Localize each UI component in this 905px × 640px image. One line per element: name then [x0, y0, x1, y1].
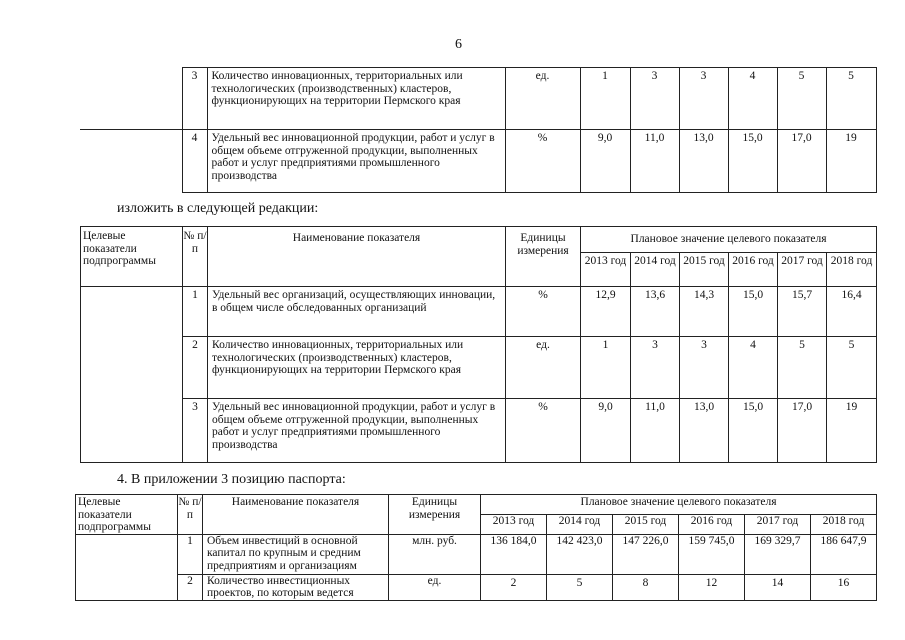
value-2017: 5	[778, 337, 827, 399]
value-2016: 12	[679, 574, 745, 600]
year-2017: 2017 год	[778, 253, 827, 287]
value-2013: 1	[580, 68, 630, 130]
value-2013: 12,9	[581, 287, 631, 337]
table-passport-position	[75, 494, 877, 601]
page-number: 6	[455, 37, 462, 52]
header-row	[76, 495, 877, 515]
value-2018: 186 647,9	[811, 534, 877, 574]
value-2018: 16,4	[827, 287, 877, 337]
year-2013: 2013 год	[581, 253, 631, 287]
section-heading: изложить в следующей редакции:	[117, 201, 319, 216]
value-2018: 16	[811, 574, 877, 600]
value-2013: 9,0	[581, 399, 631, 463]
indicator-name: Количество инвестиционных проектов, по которым ведется	[203, 574, 389, 600]
row-number: 2	[178, 574, 203, 600]
value-2017: 15,7	[778, 287, 827, 337]
value-2017: 5	[777, 68, 826, 130]
value-2015: 3	[679, 68, 728, 130]
value-2016: 15,0	[729, 399, 778, 463]
value-2017: 14	[745, 574, 811, 600]
table-row	[80, 130, 876, 193]
value-2018: 5	[826, 68, 876, 130]
year-2016: 2016 год	[679, 515, 745, 534]
value-2016: 4	[729, 337, 778, 399]
indicator-name: Объем инвестиций в основной капитал по крупным и средним предприятиям и организациям	[203, 534, 389, 574]
value-2015: 147 226,0	[613, 534, 679, 574]
value-2015: 14,3	[680, 287, 729, 337]
table-old-indicators	[80, 67, 877, 193]
table-row	[81, 337, 877, 399]
header-name: Наименование показателя	[208, 227, 506, 287]
value-2014: 142 423,0	[547, 534, 613, 574]
value-2013: 136 184,0	[481, 534, 547, 574]
indicator-name: Удельный вес организаций, осуществляющих инновации, в общем числе обследованных организаций	[208, 287, 506, 337]
indicator-name: Количество инновационных, территориальных или технологических (производственных) кластеров, функционирующих на территории Пермского края	[207, 68, 505, 130]
year-2015: 2015 год	[680, 253, 729, 287]
row-number: 1	[178, 534, 203, 574]
header-name: Наименование показателя	[203, 495, 389, 535]
table-row	[81, 399, 877, 463]
header-plan: Плановое значение целевого показателя	[581, 227, 877, 253]
year-2018: 2018 год	[827, 253, 877, 287]
value-2016: 159 745,0	[679, 534, 745, 574]
value-2016: 4	[728, 68, 777, 130]
value-2014: 11,0	[631, 399, 680, 463]
header-number: № п/п	[178, 495, 203, 535]
unit: млн. руб.	[389, 534, 481, 574]
header-target: Целевые показатели подпрограммы	[76, 495, 178, 535]
value-2018: 5	[827, 337, 877, 399]
indicator-name: Удельный вес инновационной продукции, работ и услуг в общем объеме отгруженной продукции, выполненных работ и услуг предприятиями промышленного производства	[208, 399, 506, 463]
row-number: 3	[183, 399, 208, 463]
year-2018: 2018 год	[811, 515, 877, 534]
unit: %	[506, 399, 581, 463]
table-new-indicators	[80, 226, 877, 463]
year-2014: 2014 год	[631, 253, 680, 287]
table-row	[80, 68, 876, 130]
unit: ед.	[505, 68, 580, 130]
year-2013: 2013 год	[481, 515, 547, 534]
year-2015: 2015 год	[613, 515, 679, 534]
value-2013: 1	[581, 337, 631, 399]
header-row	[81, 227, 877, 253]
row-number: 2	[183, 337, 208, 399]
table-row	[76, 574, 877, 600]
row-number: 1	[183, 287, 208, 337]
section-heading: 4. В приложении 3 позицию паспорта:	[117, 472, 346, 487]
row-number: 4	[182, 130, 207, 193]
year-2017: 2017 год	[745, 515, 811, 534]
value-2015: 3	[680, 337, 729, 399]
table-row	[81, 287, 877, 337]
value-2018: 19	[827, 399, 877, 463]
value-2016: 15,0	[728, 130, 777, 193]
value-2016: 15,0	[729, 287, 778, 337]
value-2017: 169 329,7	[745, 534, 811, 574]
value-2014: 11,0	[630, 130, 679, 193]
value-2015: 8	[613, 574, 679, 600]
value-2017: 17,0	[777, 130, 826, 193]
indicator-name: Удельный вес инновационной продукции, работ и услуг в общем объеме отгруженной продукции, выполненных работ и услуг предприятиями промышленного производства	[207, 130, 505, 193]
value-2018: 19	[826, 130, 876, 193]
header-number: № п/п	[183, 227, 208, 287]
value-2015: 13,0	[679, 130, 728, 193]
unit: ед.	[389, 574, 481, 600]
value-2014: 13,6	[631, 287, 680, 337]
value-2013: 9,0	[580, 130, 630, 193]
value-2014: 3	[631, 337, 680, 399]
value-2013: 2	[481, 574, 547, 600]
header-plan: Плановое значение целевого показателя	[481, 495, 877, 515]
table-row	[76, 534, 877, 574]
value-2014: 3	[630, 68, 679, 130]
row-number: 3	[182, 68, 207, 130]
value-2017: 17,0	[778, 399, 827, 463]
indicator-name: Количество инновационных, территориальных или технологических (производственных) кластеров, функционирующих на территории Пермского края	[208, 337, 506, 399]
year-2014: 2014 год	[547, 515, 613, 534]
unit: %	[505, 130, 580, 193]
header-target: Целевые показатели подпрограммы	[81, 227, 183, 287]
value-2014: 5	[547, 574, 613, 600]
header-unit: Единицы измерения	[389, 495, 481, 535]
year-2016: 2016 год	[729, 253, 778, 287]
unit: ед.	[506, 337, 581, 399]
unit: %	[506, 287, 581, 337]
header-unit: Единицы измерения	[506, 227, 581, 287]
value-2015: 13,0	[680, 399, 729, 463]
